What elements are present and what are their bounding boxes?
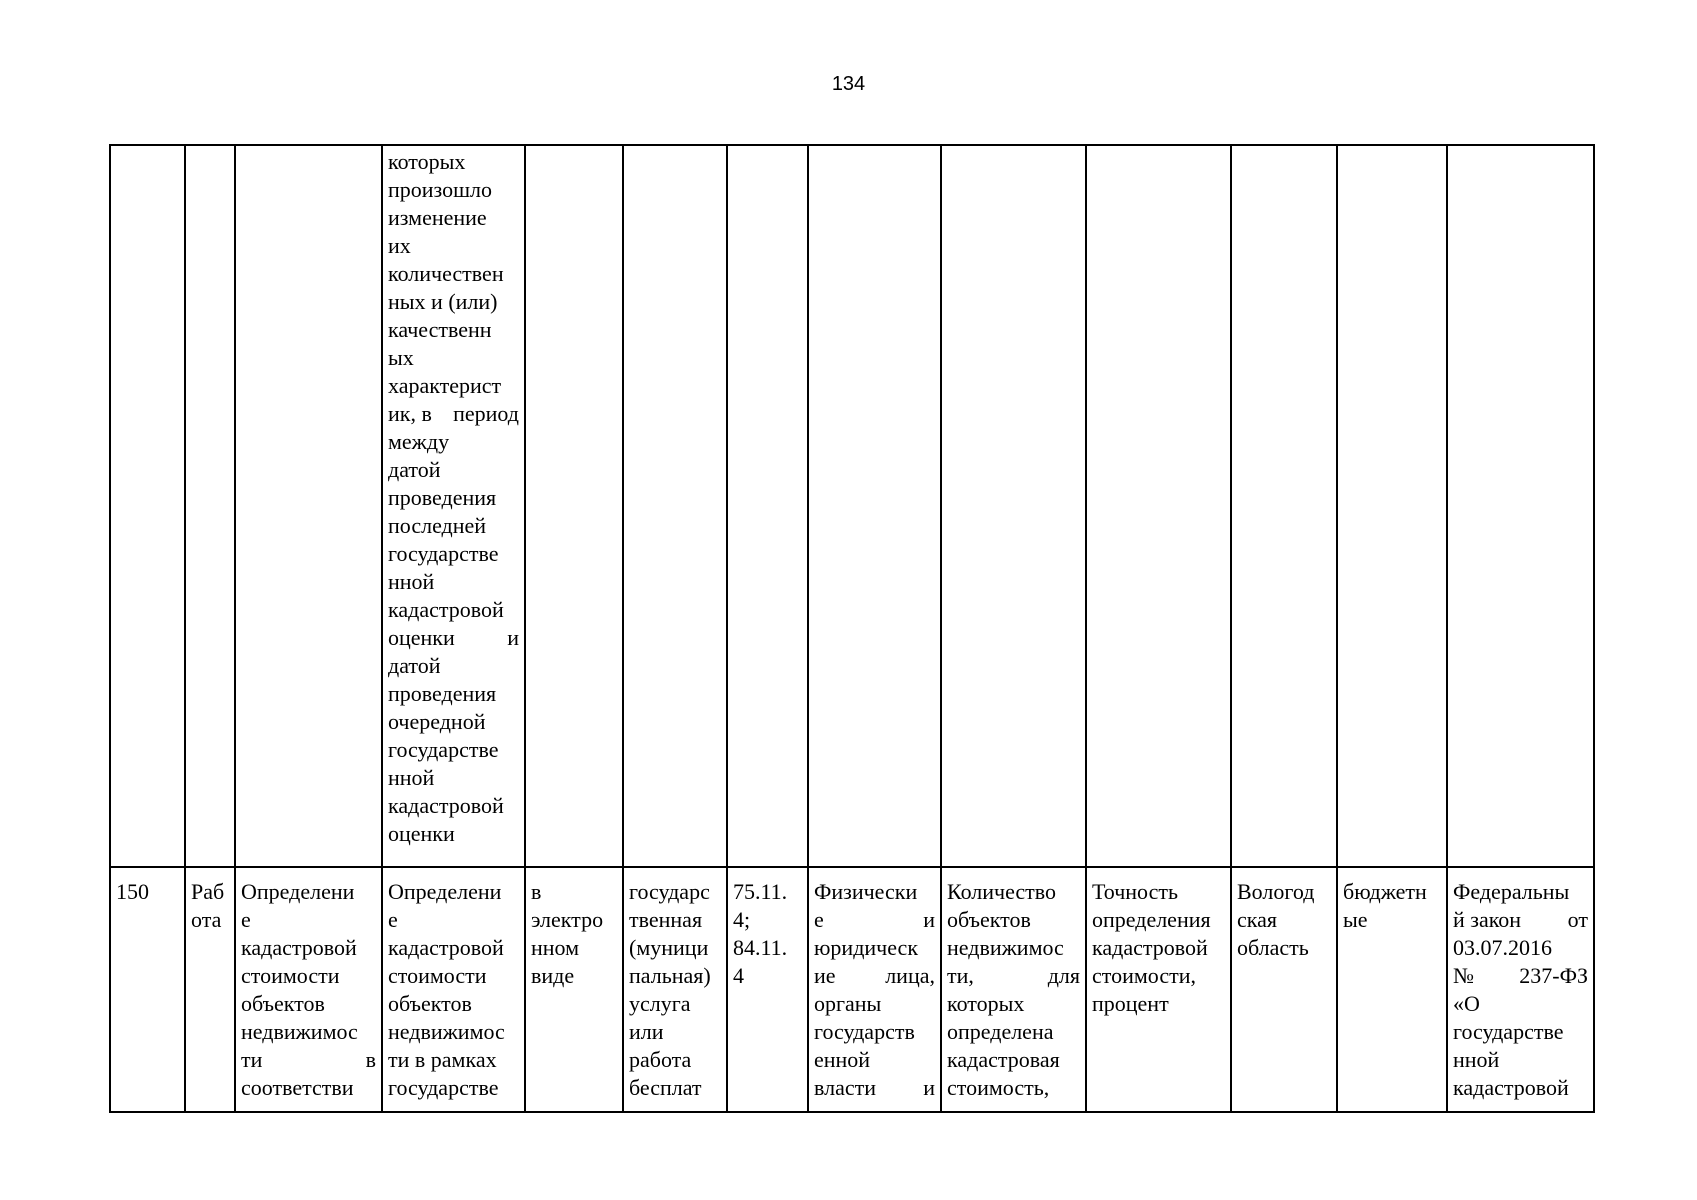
- cell-line: электро: [531, 907, 604, 932]
- cell-line: 4;: [733, 907, 751, 932]
- cell-region: [1231, 145, 1337, 867]
- cell-line: ие лица,: [814, 963, 935, 988]
- registry-table: [109, 144, 1595, 1113]
- cell-legal-basis: [1447, 867, 1594, 1112]
- cell-line: ик, в период: [388, 401, 519, 426]
- cell-line: юридическ: [814, 935, 919, 960]
- cell-line: й закон от: [1453, 907, 1588, 932]
- cell-line: проведения: [388, 485, 497, 510]
- cell-line: Федеральны: [1453, 879, 1570, 904]
- cell-quality-indicator: [1086, 867, 1231, 1112]
- cell-line: (муници: [629, 935, 709, 960]
- cell-line: ых: [388, 345, 414, 370]
- cell-line: ская: [1237, 907, 1278, 932]
- cell-service-type: [623, 145, 727, 867]
- cell-form: [525, 145, 623, 867]
- cell-line: бюджетн: [1343, 879, 1427, 904]
- cell-line: датой: [388, 653, 441, 678]
- cell-funding: [1337, 867, 1447, 1112]
- cell-line: ые: [1343, 907, 1368, 932]
- cell-form: [525, 867, 623, 1112]
- cell-okved: [727, 867, 808, 1112]
- cell-line: соответстви: [241, 1075, 354, 1100]
- cell-line: нном: [531, 935, 580, 960]
- cell-line: оценки: [388, 821, 455, 846]
- cell-line: Определени: [241, 879, 355, 904]
- cell-service-type: [623, 867, 727, 1112]
- cell-line: ных и (или): [388, 289, 498, 314]
- cell-line: стоимости: [241, 963, 340, 988]
- cell-line: Точность: [1092, 879, 1179, 904]
- cell-line: Вологод: [1237, 879, 1315, 904]
- cell-line: кадастровой: [388, 597, 504, 622]
- cell-line: оценки и: [388, 625, 519, 650]
- cell-line: ота: [191, 907, 222, 932]
- cell-consumers: [808, 145, 941, 867]
- cell-quality-indicator: [1086, 145, 1231, 867]
- cell-number: 150: [110, 867, 185, 1112]
- cell-line: Определени: [388, 879, 502, 904]
- cell-line: нной: [1453, 1047, 1500, 1072]
- cell-line: государстве: [388, 1075, 499, 1100]
- cell-line: количествен: [388, 261, 504, 286]
- cell-line: е: [241, 907, 251, 932]
- cell-line: 4: [733, 963, 744, 988]
- cell-line: Количество: [947, 879, 1057, 904]
- table-row-150: [110, 867, 1594, 1112]
- cell-line: государстве: [1453, 1019, 1564, 1044]
- cell-legal-basis: [1447, 145, 1594, 867]
- cell-line: е и: [814, 907, 935, 932]
- cell-line: ти, для: [947, 963, 1080, 988]
- cell-line: государс: [629, 879, 710, 904]
- cell-line: недвижимос: [947, 935, 1064, 960]
- cell-line: № 237-ФЗ: [1453, 963, 1588, 988]
- cell-number: [110, 145, 185, 867]
- cell-line: е: [388, 907, 398, 932]
- cell-line: стоимости,: [1092, 963, 1196, 988]
- cell-line: бесплат: [629, 1075, 702, 1100]
- cell-volume-indicator: [941, 867, 1086, 1112]
- cell-line: которых: [947, 991, 1025, 1016]
- cell-line: или: [629, 1019, 664, 1044]
- cell-line: датой: [388, 457, 441, 482]
- cell-line: качественн: [388, 317, 492, 342]
- cell-line: изменение: [388, 205, 487, 230]
- cell-line: область: [1237, 935, 1309, 960]
- cell-line: объектов: [388, 991, 472, 1016]
- cell-line: нной: [388, 765, 435, 790]
- cell-line: их: [388, 233, 411, 258]
- cell-line: в: [531, 879, 542, 904]
- cell-okved: [727, 145, 808, 867]
- cell-line: кадастровая: [947, 1047, 1060, 1072]
- page-number: 134: [831, 73, 866, 95]
- cell-line: кадастровой: [388, 935, 504, 960]
- cell-line: между: [388, 429, 450, 454]
- cell-line: произошло: [388, 177, 493, 202]
- cell-line: определения: [1092, 907, 1211, 932]
- cell-line: Физически: [814, 879, 918, 904]
- cell-line: органы: [814, 991, 882, 1016]
- cell-description: [382, 145, 525, 867]
- cell-line: пальная): [629, 963, 711, 988]
- cell-line: услуга: [629, 991, 691, 1016]
- cell-funding: [1337, 145, 1447, 867]
- cell-line: которых: [388, 149, 466, 174]
- cell-consumers: [808, 867, 941, 1112]
- cell-type: [185, 867, 235, 1112]
- cell-line: недвижимос: [388, 1019, 505, 1044]
- cell-line: твенная: [629, 907, 703, 932]
- cell-line: «О: [1453, 991, 1480, 1016]
- cell-region: [1231, 867, 1337, 1112]
- cell-line: последней: [388, 513, 487, 538]
- cell-line: 03.07.2016: [1453, 935, 1552, 960]
- cell-line: ти в: [241, 1047, 376, 1072]
- cell-volume-indicator: [941, 145, 1086, 867]
- cell-type: [185, 145, 235, 867]
- cell-line: стоимость,: [947, 1075, 1050, 1100]
- cell-line: 75.11.: [733, 879, 788, 904]
- cell-name: [235, 867, 382, 1112]
- cell-line: работа: [629, 1047, 692, 1072]
- cell-line: проведения: [388, 681, 497, 706]
- cell-line: определена: [947, 1019, 1054, 1044]
- cell-line: кадастровой: [1092, 935, 1208, 960]
- cell-line: государств: [814, 1019, 915, 1044]
- cell-line: власти и: [814, 1075, 935, 1100]
- cell-description: [382, 867, 525, 1112]
- table-row-continuation: [110, 145, 1594, 867]
- cell-line: Раб: [191, 879, 225, 904]
- cell-line: кадастровой: [388, 793, 504, 818]
- cell-line: кадастровой: [1453, 1075, 1569, 1100]
- cell-line: объектов: [947, 907, 1031, 932]
- cell-line: государстве: [388, 737, 499, 762]
- cell-line: недвижимос: [241, 1019, 358, 1044]
- cell-line: кадастровой: [241, 935, 357, 960]
- cell-line: процент: [1092, 991, 1169, 1016]
- cell-line: ти в рамках: [388, 1047, 497, 1072]
- cell-name: [235, 145, 382, 867]
- cell-line: стоимости: [388, 963, 487, 988]
- cell-line: виде: [531, 963, 575, 988]
- cell-line: характерист: [388, 373, 502, 398]
- cell-line: нной: [388, 569, 435, 594]
- cell-line: очередной: [388, 709, 486, 734]
- cell-line: объектов: [241, 991, 325, 1016]
- cell-line: государстве: [388, 541, 499, 566]
- cell-line: 84.11.: [733, 935, 788, 960]
- cell-line: енной: [814, 1047, 871, 1072]
